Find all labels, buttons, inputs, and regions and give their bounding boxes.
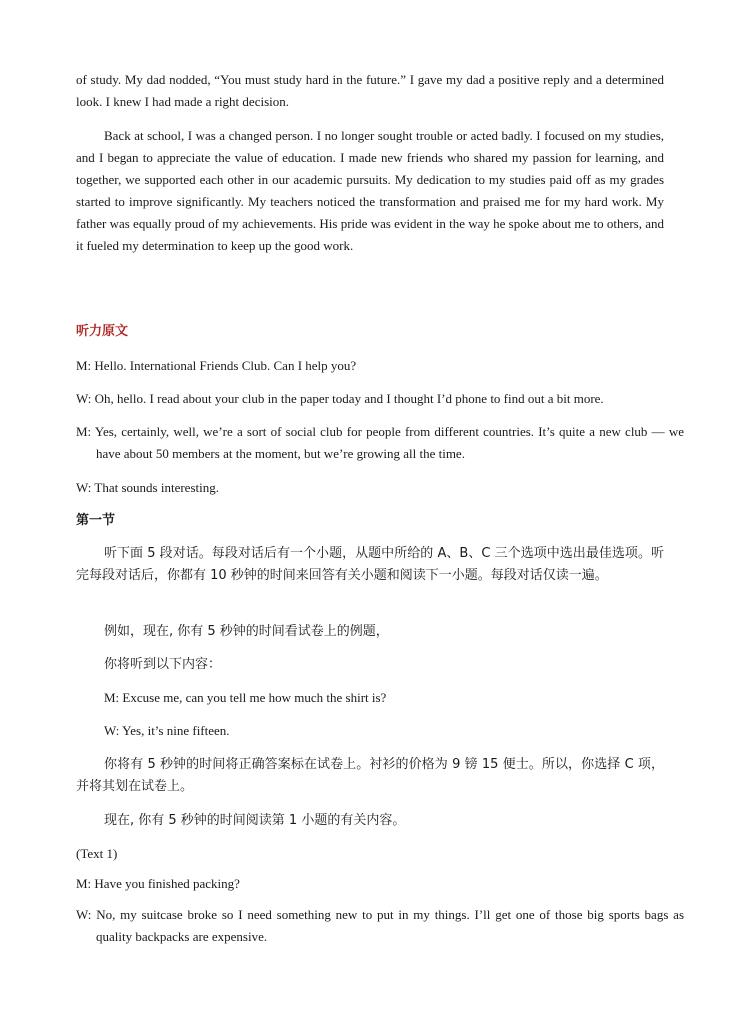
example-dialogue-m: M: Excuse me, can you tell me how much the shirt is? bbox=[104, 690, 387, 705]
you-will-hear: 你将听到以下内容： bbox=[104, 657, 222, 672]
text-1-line-m: M: Have you finished packing? bbox=[76, 876, 240, 891]
dialogue-line: M: Yes, certainly, well, we’re a sort of social club for people from different countries. It’s quite a new club — we have about 50 members at the moment, but we’re growing all the time. bbox=[76, 424, 684, 461]
example-dialogue-w: W: Yes, it’s nine fifteen. bbox=[104, 723, 230, 738]
example-intro: 例如，现在, 你有 5 秒钟的时间看试卷上的例题， bbox=[104, 624, 389, 639]
now-read-instruction: 现在, 你有 5 秒钟的时间阅读第 1 小题的有关内容。 bbox=[104, 813, 406, 828]
text-1-line-w: W: No, my suitcase broke so I need something new to put in my things. I’ll get one of those big sports bags as quality backpacks are expensive. bbox=[76, 907, 684, 944]
section-instruction: 听下面 5 段对话。每段对话后有一个小题，从题中所给的 A、B、C 三个选项中选出最佳选项。听完每段对话后，你都有 10 秒钟的时间来回答有关小题和阅读下一小题。每段对话仅读一遍。 bbox=[76, 546, 664, 583]
listening-heading: 听力原文 bbox=[76, 324, 129, 339]
story-paragraph-2: Back at school, I was a changed person. I no longer sought trouble or acted badly. I focused on my studies, and I began to appreciate the value of education. I made new friends who shared my passion for learning, and together, we supported each other in our academic pursuits. My dedication to my studies paid off as my grades started to improve significantly. My teachers noticed the transformation and praised me for my hard work. My father was equally proud of my achievements. His pride was evident in the way he spoke about me to others, and it fueled my determination to keep up the good work. bbox=[76, 128, 664, 253]
dialogue-line: W: Oh, hello. I read about your club in the paper today and I thought I’d phone to find out a bit more. bbox=[76, 391, 604, 406]
dialogue-line: W: That sounds interesting. bbox=[76, 480, 219, 495]
story-paragraph-1: of study. My dad nodded, “You must study hard in the future.” I gave my dad a positive reply and a determined look. I knew I had made a right decision. bbox=[76, 72, 664, 109]
section-heading: 第一节 bbox=[76, 513, 116, 528]
text-1-label: (Text 1) bbox=[76, 846, 118, 861]
dialogue-line: M: Hello. International Friends Club. Can I help you? bbox=[76, 358, 357, 373]
example-answer: 你将有 5 秒钟的时间将正确答案标在试卷上。衬衫的价格为 9 镑 15 便士。所以，你选择 C 项，并将其划在试卷上。 bbox=[76, 757, 664, 794]
